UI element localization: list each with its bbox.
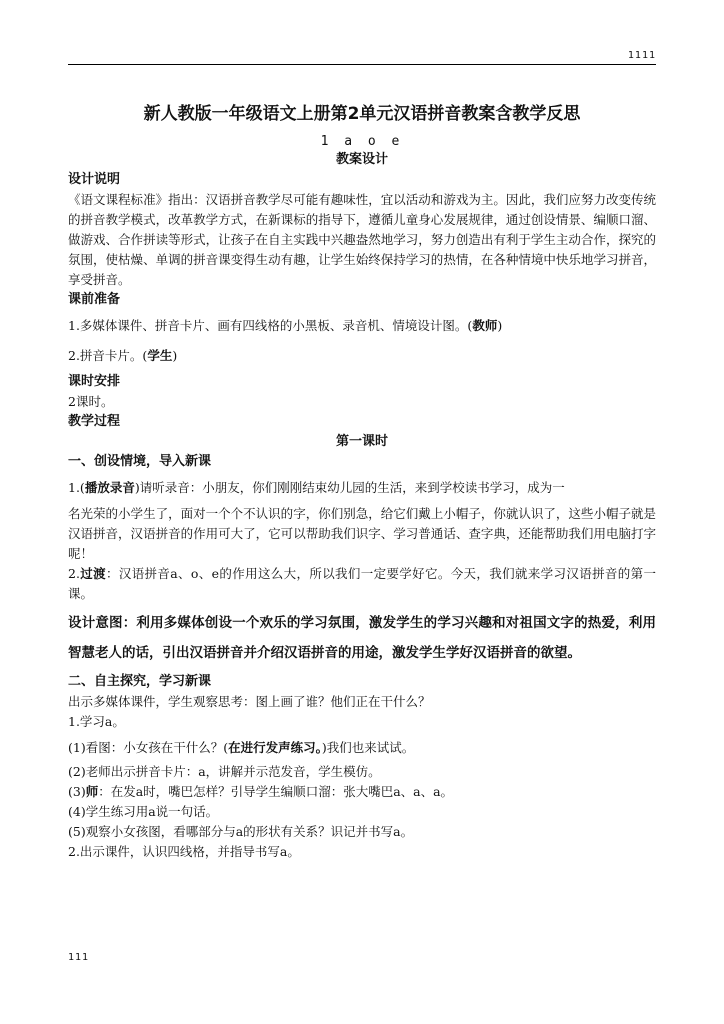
- paragraph-1-first-line: 1.(播放录音)请听录音：小朋友，你们刚刚结束幼儿园的生活，来到学校读书学习，成为一: [68, 480, 565, 495]
- paragraph-3: 出示多媒体课件，学生观察思考：图上画了谁？他们正在干什么？: [68, 694, 431, 709]
- schedule-text: 2课时。: [68, 394, 114, 409]
- document-body: [68, 100, 656, 862]
- document-title: 新人教版一年级语文上册第2单元汉语拼音教案含教学反思: [143, 104, 581, 124]
- design-intent: 设计意图：利用多媒体创设一个欢乐的学习氛围，激发学生的学习兴趣和对祖国文字的热爱，利用智慧老人的话，引出汉语拼音并介绍汉语拼音的用途，激发学生学好汉语拼音的欲望。: [68, 615, 656, 661]
- paragraph-6: (2)老师出示拼音卡片：a，讲解并示范发音，学生模仿。: [68, 764, 381, 779]
- design-notes-text: 《语文课程标准》指出：汉语拼音教学尽可能有趣味性，宜以活动和游戏为主。因此，我们应努力改变传统的拼音教学模式，改革教学方式，在新课标的指导下，遵循儿童身心发展规律，通过创设情景、编顺口溜、做游戏、合作拼读等形式，让孩子在自主实践中兴趣盎然地学习，努力创造出有利于学生主动合作，探究的氛围，使枯燥、单调的拼音课变得生动有趣，让学生始终保持学习的热情，在各种情境中快乐地学习拼音，享受拼音。: [68, 192, 656, 287]
- prep-item-1: 1.多媒体课件、拼音卡片、画有四线格的小黑板、录音机、情境设计图。(教师): [68, 318, 503, 333]
- paragraph-1-continued: 名光荣的小学生了，面对一个个不认识的字，你们别急，给它们戴上小帽子，你就认识了，这些小帽子就是汉语拼音，汉语拼音的作用可大了，它可以帮助我们识字、学习普通话、查字典，还能帮助我们用电脑打字呢！: [68, 506, 656, 561]
- section-lesson-design: 教案设计: [335, 152, 388, 167]
- paragraph-2: 2.过渡：汉语拼音a、o、e的作用这么大，所以我们一定要学好它。今天，我们就来学习汉语拼音的第一课。: [68, 566, 656, 601]
- process-heading: 教学过程: [68, 414, 121, 429]
- paragraph-7: (3)师：在发a时，嘴巴怎样？引导学生编顺口溜：张大嘴巴a、a、a。: [68, 784, 454, 799]
- prep-heading: 课前准备: [68, 292, 121, 307]
- paragraph-4: 1.学习a。: [68, 714, 125, 729]
- part-2-heading: 二、自主探究，学习新课: [68, 674, 212, 689]
- design-notes-heading: 设计说明: [68, 172, 121, 187]
- prep-item-2: 2.拼音卡片。(学生): [68, 348, 178, 363]
- page-footer-number: 111: [68, 952, 90, 963]
- part-1-heading: 一、创设情境，导入新课: [68, 454, 212, 469]
- paragraph-8: (4)学生练习用a说一句话。: [68, 804, 219, 819]
- lesson-letters: 1 a o e: [320, 134, 404, 149]
- lesson-1-heading: 第一课时: [335, 434, 388, 449]
- paragraph-9: (5)观察小女孩图，看哪部分与a的形状有关系？识记并书写a。: [68, 824, 414, 839]
- header-rule: [68, 64, 656, 65]
- page-header-number: 1111: [627, 50, 656, 61]
- paragraph-10: 2.出示课件，认识四线格，并指导书写a。: [68, 844, 300, 859]
- schedule-heading: 课时安排: [68, 374, 121, 389]
- paragraph-5: (1)看图：小女孩在干什么？(在进行发声练习。)我们也来试试。: [68, 740, 415, 755]
